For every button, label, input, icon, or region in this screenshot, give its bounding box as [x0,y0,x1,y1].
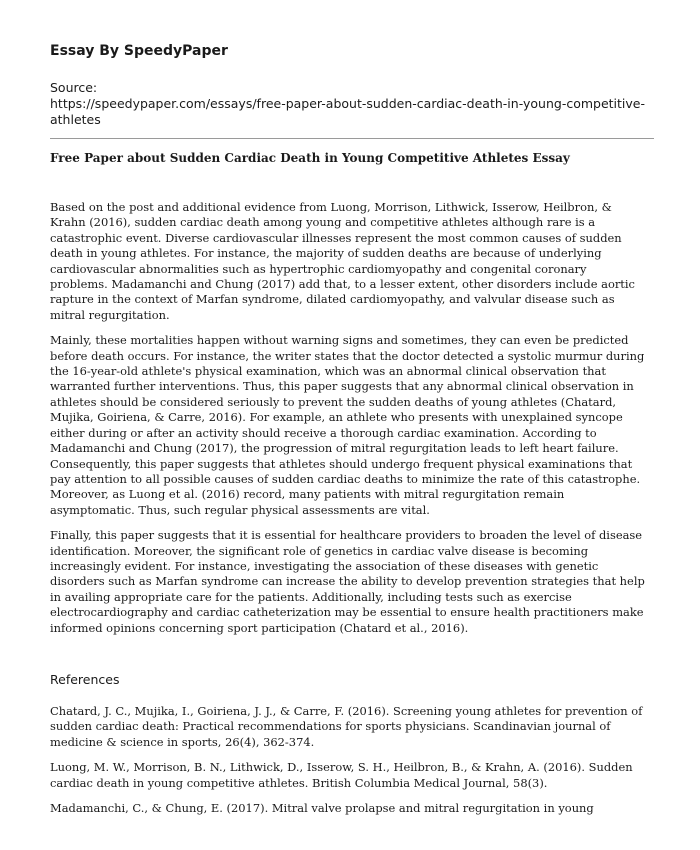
body-paragraph: Finally, this paper suggests that it is essential for healthcare providers to broaden the level of disease identification. Moreover, the significant role of genetics in cardiac valve disease is becoming increasingly evident. For instance, investigating the association of these diseases with genetic disorders such as Marfan syndrome can increase the ability to develop prevention strategies that help in availing appropriate care for the patients. Additionally, including tests such as exercise electrocardiography and cardiac catheterization may be essential to ensure health practitioners make informed opinions concerning sport participation (Chatard et al., 2016). [50,528,645,635]
document-page [50,42,650,815]
essay-title: Free Paper about Sudden Cardiac Death in Young Competitive Athletes Essay [50,151,570,165]
essay-body [50,200,646,826]
reference-item: Luong, M. W., Morrison, B. N., Lithwick, D., Isserow, S. H., Heilbron, B., & Krahn, A. (2016). Sudden cardiac death in young competitive athletes. British Columbia Medical Journal, 58(3). [50,760,633,790]
references-heading: References [50,671,120,687]
source-url[interactable]: https://speedypaper.com/essays/free-paper-about-sudden-cardiac-death-in-young-competitive-athletes [50,96,645,127]
header-divider [50,138,654,139]
brand-heading: Essay By SpeedyPaper [50,43,228,59]
reference-item: Chatard, J. C., Mujika, I., Goiriena, J. J., & Carre, F. (2016). Screening young athletes for prevention of sudden cardiac death: Practical recommendations for sports physicians. Scandinavian journal of medicine & science in sports, 26(4), 362-374. [50,703,643,749]
source-label: Source: [50,80,98,95]
body-paragraph: Mainly, these mortalities happen without warning signs and sometimes, they can even be predicted before death occurs. For instance, the writer states that the doctor detected a systolic murmur during the 16-year-old athlete's physical examination, which was an abnormal clinical observation that warranted further interventions. Thus, this paper suggests that any abnormal clinical observation in athletes should be considered seriously to prevent the sudden deaths of young athletes (Chatard, Mujika, Goiriena, & Carre, 2016). For example, an athlete who presents with unexplained syncope either during or after an activity should receive a thorough cardiac examination. According to Madamanchi and Chung (2017), the progression of mitral regurgitation leads to left heart failure. Consequently, this paper suggests that athletes should undergo frequent physical examinations that pay attention to all possible causes of sudden cardiac deaths to minimize the rate of this catastrophe. Moreover, as Luong et al. (2016) record, many patients with mitral regurgitation remain asymptomatic. Thus, such regular physical assessments are vital. [50,333,645,517]
body-paragraph: Based on the post and additional evidence from Luong, Morrison, Lithwick, Isserow, Heilbron, & Krahn (2016), sudden cardiac death among young and competitive athletes although rare is a catastrophic event. Diverse cardiovascular illnesses represent the most common causes of sudden death in young athletes. For instance, the majority of sudden deaths are because of underlying cardiovascular abnormalities such as hypertrophic cardiomyopathy and congenital coronary problems. Madamanchi and Chung (2017) add that, to a lesser extent, other disorders include aortic rapture in the context of Marfan syndrome, dilated cardiomyopathy, and valvular disease such as mitral regurgitation. [50,200,635,322]
reference-item: Madamanchi, C., & Chung, E. (2017). Mitral valve prolapse and mitral regurgitation in young [50,801,594,815]
